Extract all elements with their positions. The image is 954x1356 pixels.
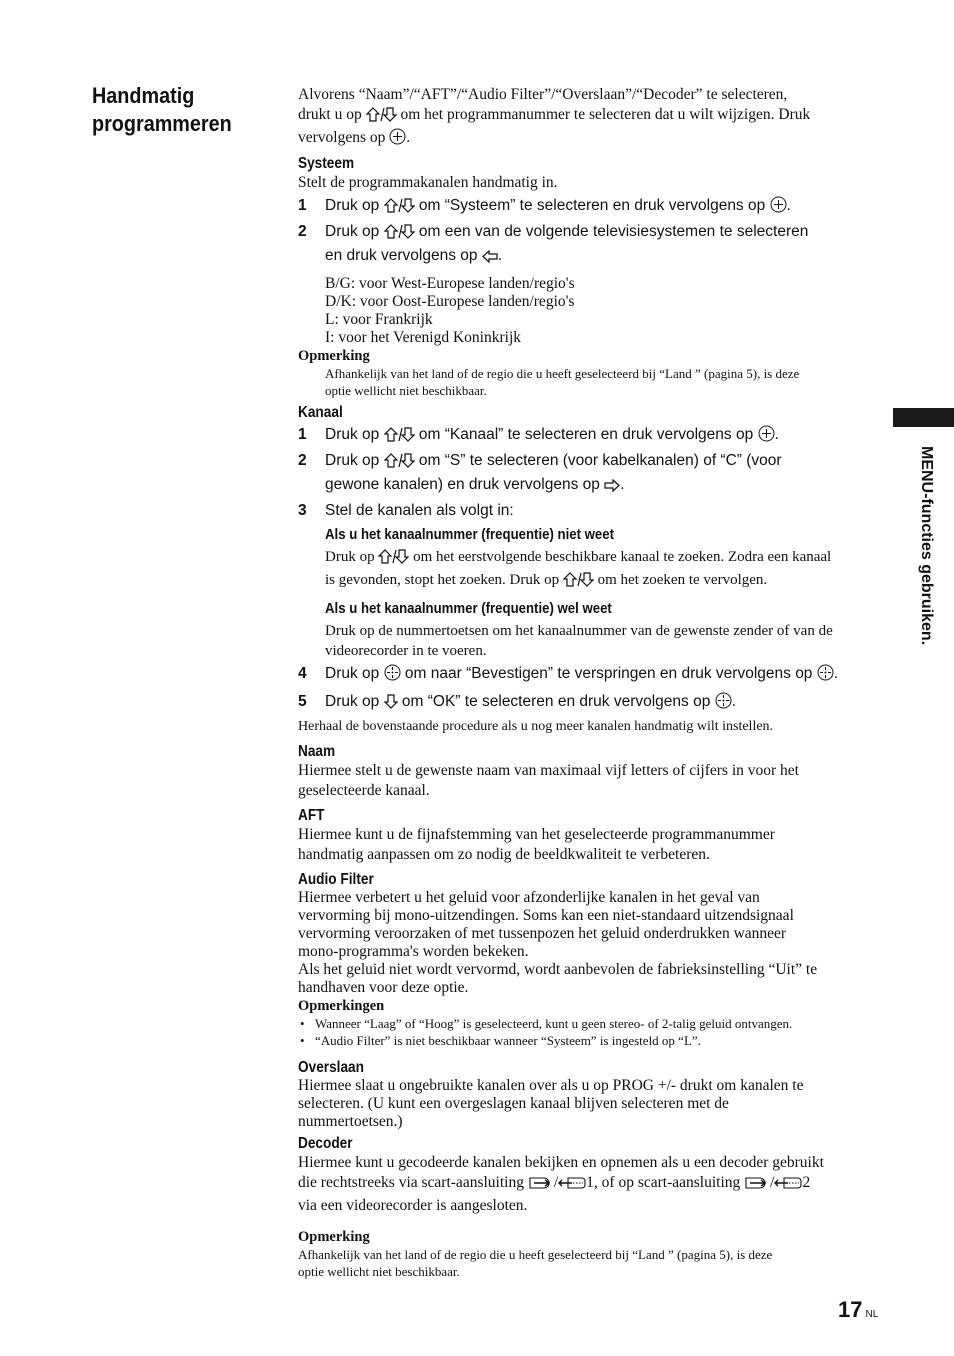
ok-button-icon <box>770 196 787 219</box>
decoder-heading: Decoder <box>298 1135 353 1152</box>
systeem-note: Afhankelijk van het land of de regio die u heeft geselecteerd bij “Land ” (pagina 5), is deze optie wellicht niet beschikbaar. <box>325 366 800 398</box>
kanaal-sub1-heading: Als u het kanaalnummer (frequentie) niet weet <box>325 526 614 543</box>
down-arrow-icon <box>384 694 398 715</box>
chapter-side-label: MENU-functies gebruiken. <box>918 446 935 646</box>
scart-input-icon <box>744 1176 770 1196</box>
kanaal-step-2: 2 Druk op om “S” te selecteren (voor kabelkanalen) of “C” (voor gewone kanalen) en druk vervolgens op . <box>298 450 876 498</box>
list-item: • Wanneer “Laag” of “Hoog” is geselecteerd, kunt u geen stereo- of 2-talig geluid ontvangen. <box>298 1015 876 1032</box>
scart-input-icon <box>528 1176 554 1196</box>
up-down-arrow-icon <box>384 198 415 219</box>
scart-output-icon <box>774 1176 802 1196</box>
section-title: Handmatig programmeren <box>92 83 232 136</box>
decoder-text: Hiermee kunt u gecodeerde kanalen bekijken en opnemen als u een decoder gebruikt die rechtstreeks via scart-aansluiting / 1, of op scart-aansluiting / 2 via een videorecorder is aangesloten. <box>298 1154 824 1214</box>
ok-button-icon <box>715 692 732 715</box>
kanaal-step-1: 1 Druk op om “Kanaal” te selecteren en druk vervolgens op . <box>298 424 876 448</box>
aft-text: Hiermee kunt u de fijnafstemming van het geselecteerde programmanummer handmatig aanpassen om zo nodig de beeldkwaliteit te verbeteren. <box>298 826 775 863</box>
decoder-note-title: Opmerking <box>298 1229 370 1245</box>
audio-filter-text: Hiermee verbetert u het geluid voor afzonderlijke kanalen in het geval van vervorming bij mono-uitzendingen. Soms kan een niet-standaard uitzendsignaal vervorming veroorzaken of met tussenpozen het geluid onderdrukken wanneer mono-programma's worden bekeken. Als het geluid niet wordt vervormd, wordt aanbevolen de fabrieksinstelling “Uit” te handhaven voor deze optie. <box>298 889 818 996</box>
kanaal-sub2-text: Druk op de nummertoetsen om het kanaalnummer van de gewenste zender of van de videorecorder in te voeren. <box>325 623 833 659</box>
audio-notes-title: Opmerkingen <box>298 998 385 1014</box>
systeem-step-1: 1 Druk op om “Systeem” te selecteren en druk vervolgens op . <box>298 195 876 219</box>
naam-heading: Naam <box>298 743 336 760</box>
up-down-arrow-icon <box>384 224 415 245</box>
kanaal-heading: Kanaal <box>298 404 343 421</box>
audio-notes-list <box>298 1015 876 1049</box>
kanaal-sub2-heading: Als u het kanaalnummer (frequentie) wel weet <box>325 600 612 617</box>
kanaal-repeat-text: Herhaal de bovenstaande procedure als u nog meer kanalen handmatig wilt instellen. <box>298 719 774 734</box>
audio-filter-heading: Audio Filter <box>298 871 374 888</box>
ok-button-icon <box>758 425 775 448</box>
left-arrow-icon <box>482 248 498 269</box>
directional-pad-icon <box>384 664 401 687</box>
list-item: B/G: voor West-Europese landen/regio's <box>325 275 575 292</box>
list-item: D/K: voor Oost-Europese landen/regio's <box>325 293 575 310</box>
systeem-description: Stelt de programmakanalen handmatig in. <box>298 174 558 191</box>
overslaan-heading: Overslaan <box>298 1059 364 1076</box>
main-content <box>298 85 876 1280</box>
ok-button-icon <box>817 664 834 687</box>
page-language: NL <box>865 1309 879 1320</box>
scart-output-icon <box>558 1176 586 1196</box>
up-down-arrow-icon <box>366 107 397 128</box>
up-down-arrow-icon <box>384 427 415 448</box>
right-arrow-icon <box>604 477 620 498</box>
list-item: • “Audio Filter” is niet beschikbaar wanneer “Systeem” is ingesteld op “L”. <box>298 1032 876 1049</box>
up-down-arrow-icon <box>384 453 415 474</box>
systems-list <box>298 275 876 347</box>
up-down-arrow-icon <box>378 549 409 570</box>
systeem-note-title: Opmerking <box>298 348 370 364</box>
naam-text: Hiermee stelt u de gewenste naam van maximaal vijf letters of cijfers in voor het geselecteerde kanaal. <box>298 762 799 799</box>
up-down-arrow-icon <box>563 572 594 593</box>
page-number: 17 <box>838 1297 863 1322</box>
kanaal-step-5: 5 Druk op om “OK” te selecteren en druk vervolgens op . <box>298 691 876 715</box>
ok-button-icon <box>389 128 406 151</box>
kanaal-step-3: 3 Stel de kanalen als volgt in: <box>298 502 514 519</box>
intro-paragraph: Alvorens “Naam”/“AFT”/“Audio Filter”/“Overslaan”/“Decoder” te selecteren, drukt u op om het programmanummer te selecteren dat u wilt wijzigen. Druk vervolgens op . <box>298 85 876 151</box>
list-item: I: voor het Verenigd Koninkrijk <box>325 329 522 346</box>
systeem-step-2: 2 Druk op om een van de volgende televisiesystemen te selecteren en druk vervolgens op . <box>298 221 876 269</box>
systeem-heading: Systeem <box>298 155 355 172</box>
kanaal-step-4: 4 Druk op om naar “Bevestigen” te verspringen en druk vervolgens op . <box>298 663 876 687</box>
decoder-note: Afhankelijk van het land of de regio die u heeft geselecteerd bij “Land ” (pagina 5), is deze optie wellicht niet beschikbaar. <box>298 1247 773 1279</box>
chapter-tab-marker <box>893 408 954 427</box>
kanaal-sub1-text: Druk op om het eerstvolgende beschikbare kanaal te zoeken. Zodra een kanaal is gevonden, stopt het zoeken. Druk op om het zoeken te vervolgen. <box>298 547 876 593</box>
list-item: L: voor Frankrijk <box>325 311 433 328</box>
aft-heading: AFT <box>298 807 325 824</box>
overslaan-text: Hiermee slaat u ongebruikte kanalen over als u op PROG +/- drukt om kanalen te selecteren. (U kunt een overgeslagen kanaal blijven selecteren met de nummertoetsen.) <box>298 1077 804 1130</box>
page-footer <box>838 1297 878 1323</box>
